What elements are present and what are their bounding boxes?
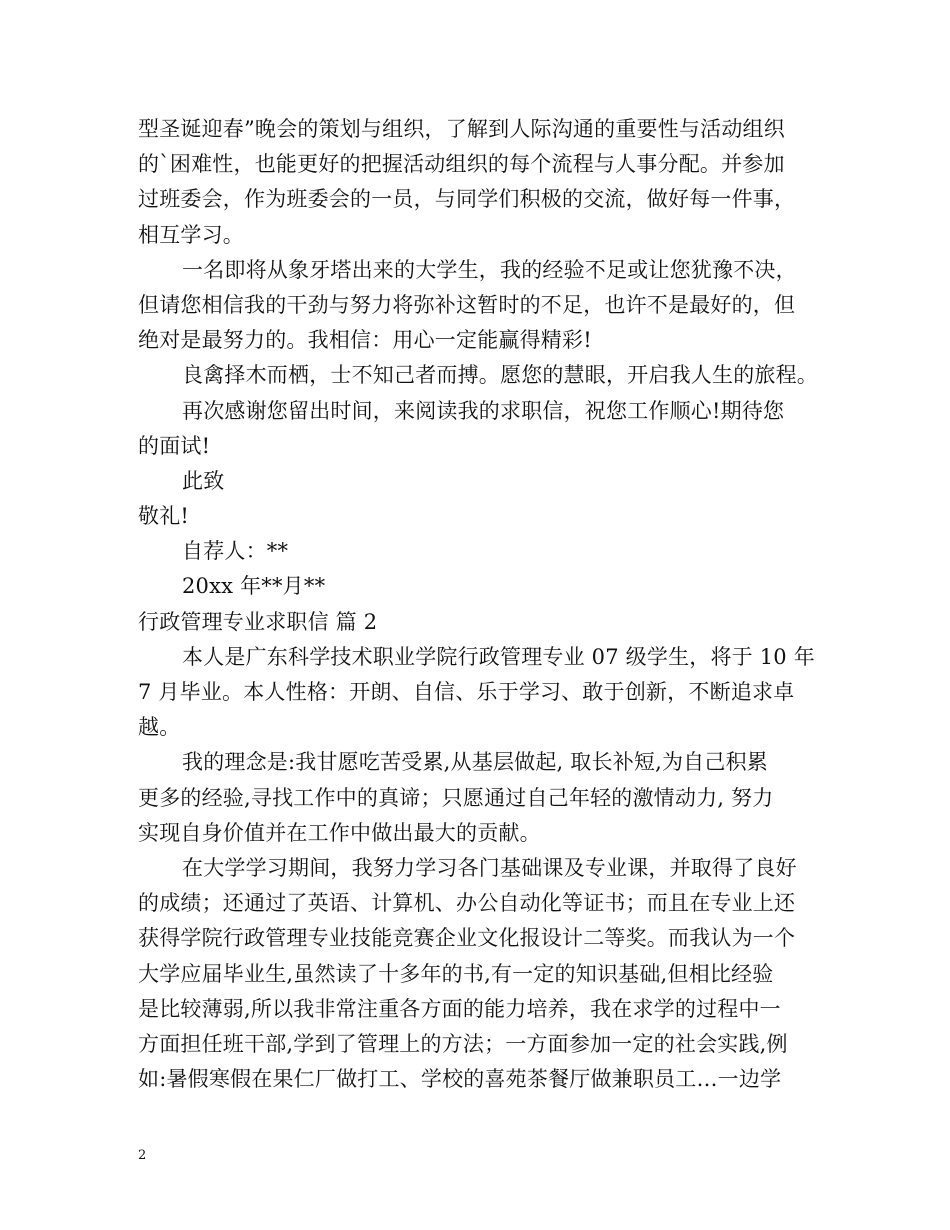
text-line: 是比较薄弱,所以我非常注重各方面的能力培养，我在求学的过程中一 <box>138 996 781 1021</box>
text-line: 的成绩；还通过了英语、计算机、办公自动化等证书；而且在专业上还 <box>138 891 796 916</box>
text-line: 本人是广东科学技术职业学院行政管理专业 07 级学生，将于 10 年 <box>182 644 815 669</box>
salutation-line: 此致 <box>182 468 225 493</box>
text-line: 实现自身价值并在工作中做出最大的贡献。 <box>138 820 541 845</box>
text-line: 获得学院行政管理专业技能竞赛企业文化报设计二等奖。而我认为一个 <box>138 926 796 951</box>
section-title: 行政管理专业求职信 篇 2 <box>138 609 378 634</box>
page-number: 2 <box>138 1148 147 1163</box>
signature-line: 自荐人：** <box>182 539 289 564</box>
text-line: 的`困难性，也能更好的把握活动组织的每个流程与人事分配。并参加 <box>138 152 785 177</box>
text-line: 型圣诞迎春”晚会的策划与组织，了解到人际沟通的重要性与活动组织 <box>138 117 785 141</box>
document-body <box>138 112 828 1097</box>
text-line: 大学应届毕业生,虽然读了十多年的书,有一定的知识基础,但相比经验 <box>138 961 774 986</box>
text-line: 7 月毕业。本人性格：开朗、自信、乐于学习、敢于创新，不断追求卓 <box>138 680 795 704</box>
date-line: 20xx 年**月** <box>182 574 326 599</box>
text-line: 一名即将从象牙塔出来的大学生，我的经验不足或让您犹豫不决， <box>182 257 797 282</box>
text-line: 越。 <box>138 715 181 740</box>
text-line: 在大学学习期间，我努力学习各门基础课及专业课，并取得了良好 <box>182 855 797 880</box>
text-line: 更多的经验,寻找工作中的真谛；只愿通过自己年轻的激情动力, 努力 <box>138 785 774 810</box>
text-line: 但请您相信我的干劲与努力将弥补这暂时的不足，也许不是最好的，但 <box>138 292 796 317</box>
text-line: 如:暑假寒假在果仁厂做打工、学校的喜苑茶餐厅做兼职员工…一边学 <box>138 1067 782 1092</box>
text-line: 再次感谢您留出时间，来阅读我的求职信，祝您工作顺心!期待您 <box>182 398 785 423</box>
text-line: 绝对是最努力的。我相信：用心一定能赢得精彩! <box>138 328 592 353</box>
salutation-line: 敬礼! <box>138 504 190 529</box>
text-line: 过班委会，作为班委会的一员，与同学们积极的交流，做好每一件事， <box>138 187 796 212</box>
text-line: 的面试! <box>138 433 211 458</box>
text-line: 方面担任班干部,学到了管理上的方法；一方面参加一定的社会实践,例 <box>138 1031 788 1056</box>
text-line: 良禽择木而栖，士不知己者而搏。愿您的慧眼，开启我人生的旅程。 <box>182 363 818 388</box>
text-line: 相互学习。 <box>138 222 244 247</box>
text-line: 我的理念是:我甘愿吃苦受累,从基层做起, 取长补短,为自己积累 <box>182 750 768 775</box>
